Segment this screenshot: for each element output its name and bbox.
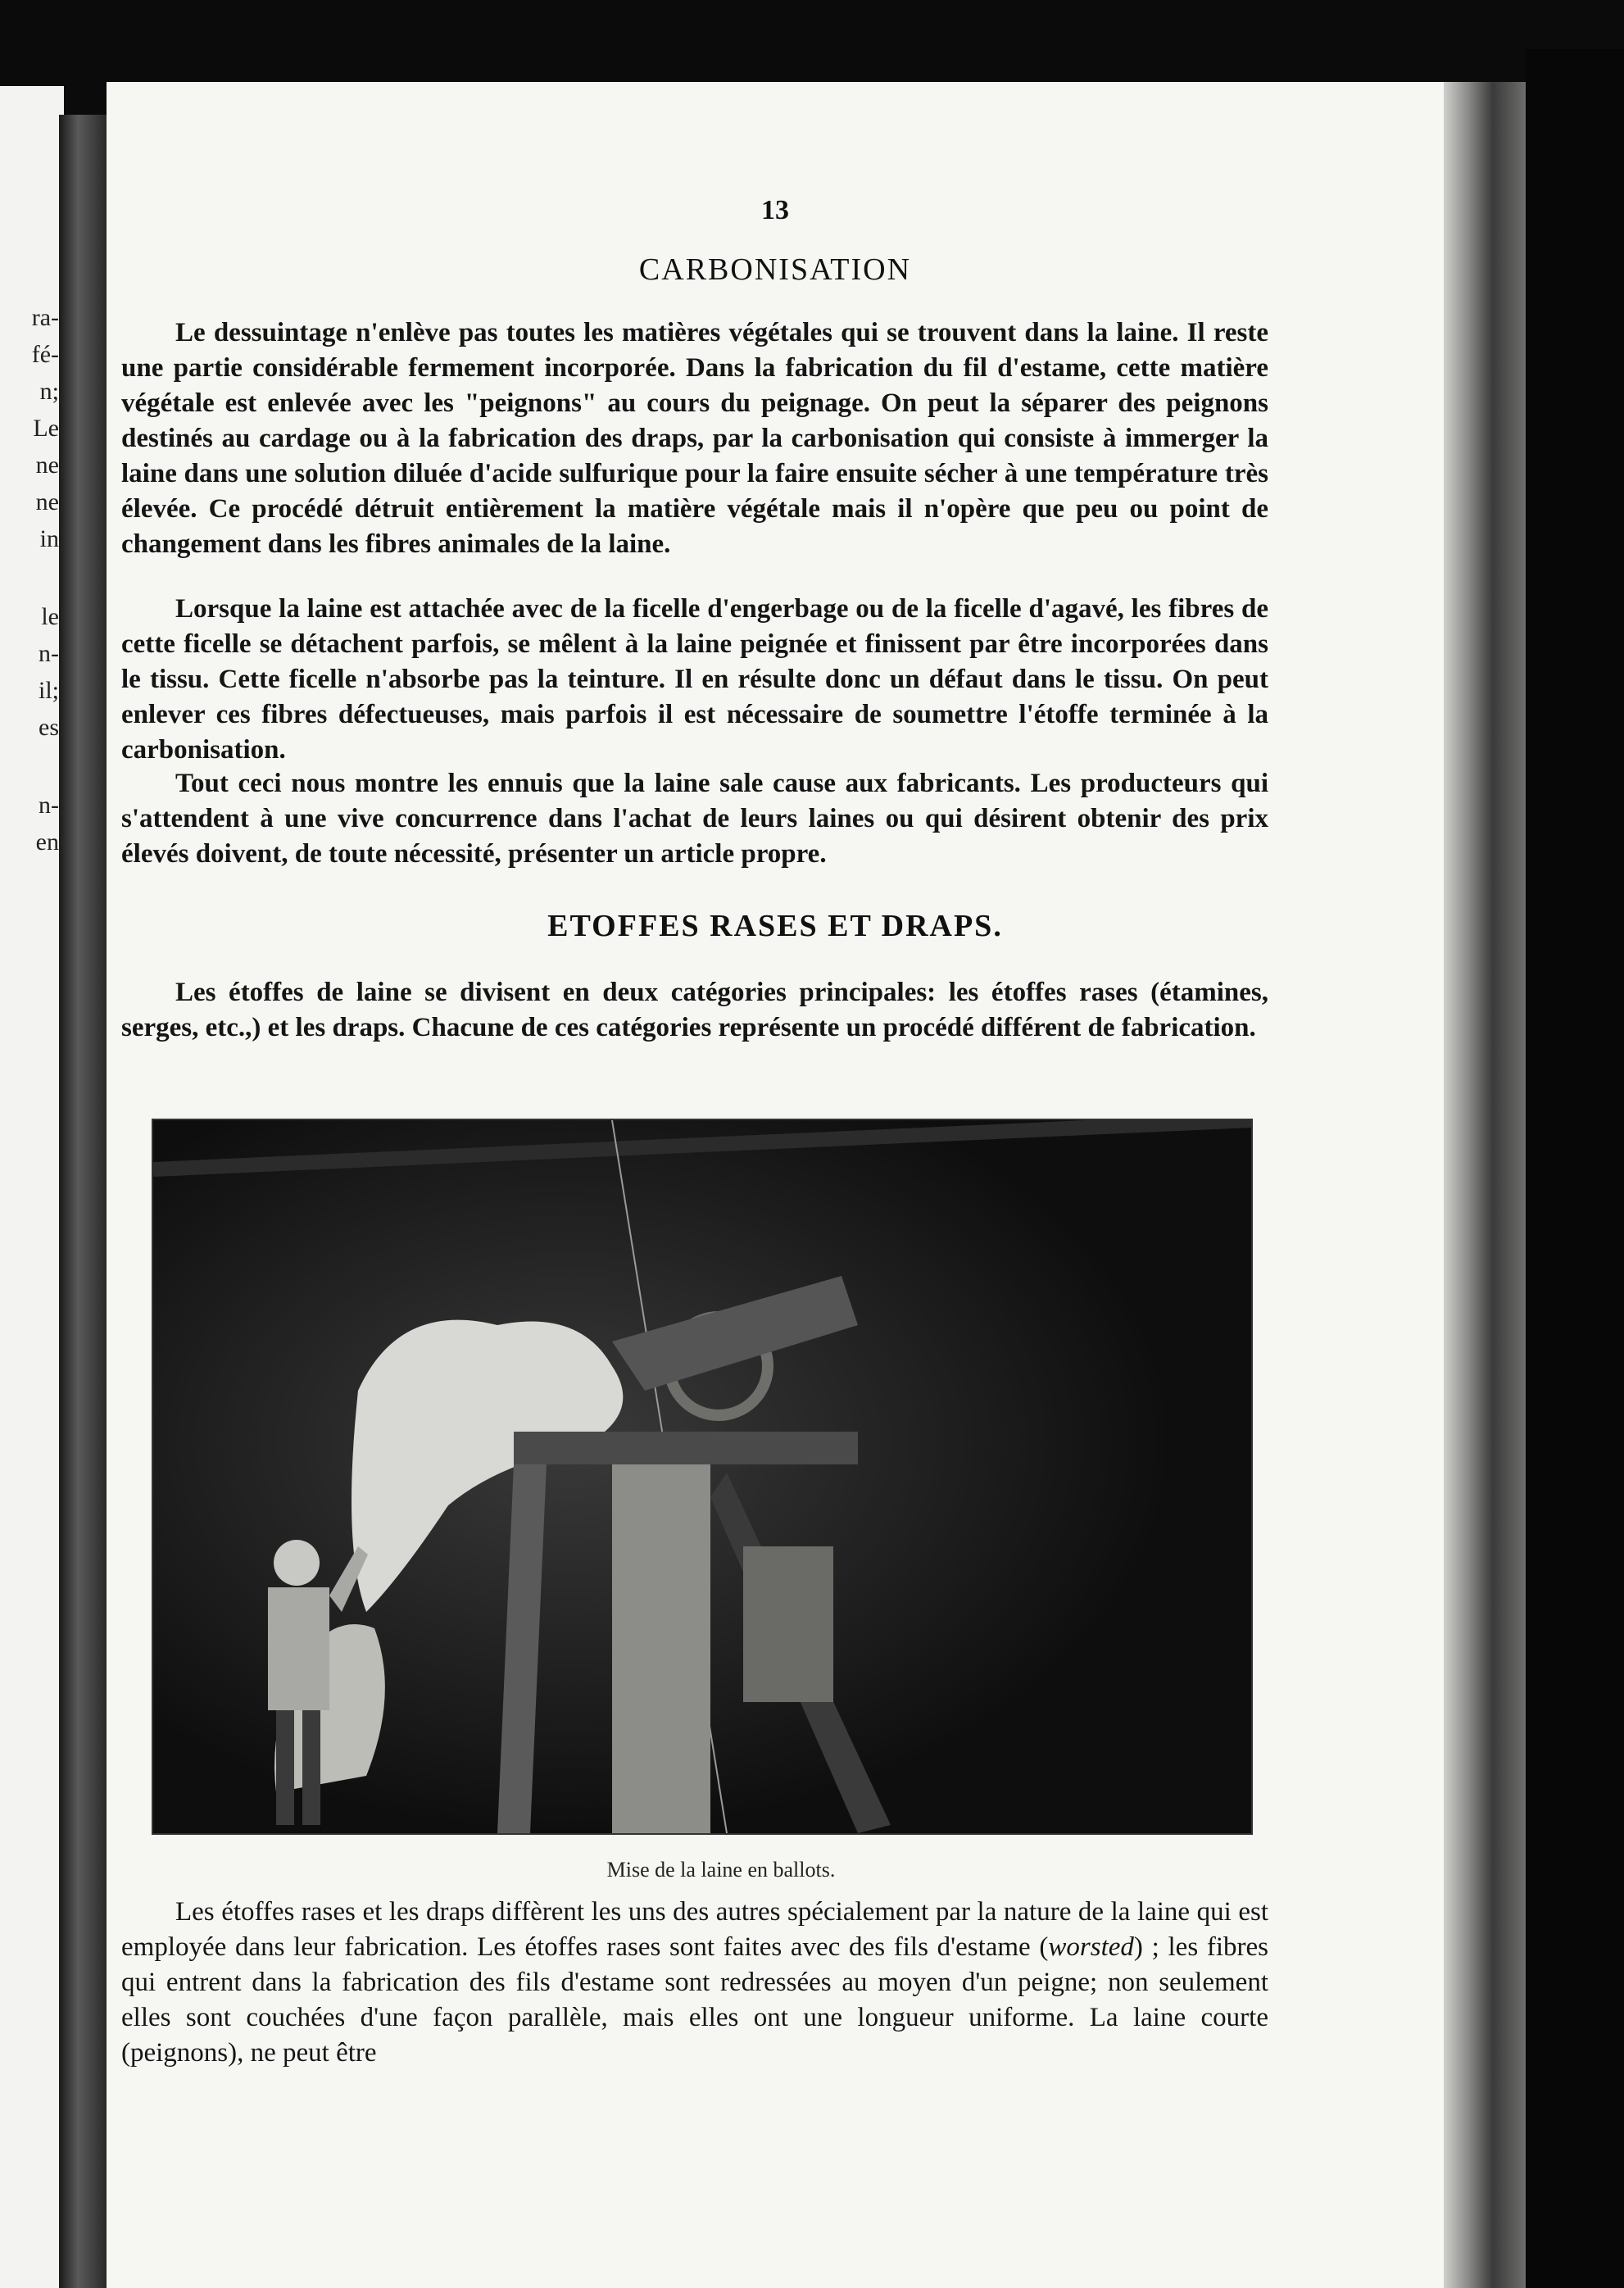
left-fragment: le xyxy=(41,603,59,630)
book-spine-shadow xyxy=(59,115,107,2288)
left-fragment: n- xyxy=(39,792,59,819)
photo-caption: Mise de la laine en ballots. xyxy=(606,1858,836,1882)
left-fragment: n- xyxy=(39,640,59,667)
left-fragment: es xyxy=(39,714,59,741)
left-fragment: Le xyxy=(33,415,59,442)
page-number: 13 xyxy=(761,195,789,225)
italic-term: worsted xyxy=(1048,1932,1134,1962)
photograph-wool-baling xyxy=(152,1119,1253,1835)
paragraph xyxy=(121,1895,1268,2071)
left-fragment: fé- xyxy=(31,341,59,368)
photo-illustration xyxy=(153,1120,1251,1833)
left-fragment: en xyxy=(35,828,59,856)
left-fragment: ne xyxy=(35,452,59,479)
left-fragment: ra- xyxy=(31,304,59,331)
left-fragment: il; xyxy=(38,677,59,704)
paragraph: Les étoffes de laine se divisent en deux catégories principales: les étoffes rases (étamines, serges, etc.,) et les draps. Chacune de ces catégories représente un procédé différent de fabrication. xyxy=(121,978,1268,1042)
section-title-etoffes: ETOFFES RASES ET DRAPS. xyxy=(547,909,1003,943)
paragraph-text-after: ) ; les fibres qui entrent dans la fabrication des fils d'estame sont redressées au moyen d'un peigne; non seulement elles sont couchées d'une façon parallèle, mais elles ont une longueur uniforme. La laine courte (peignons), ne peut être xyxy=(121,1932,1269,2068)
left-page-fragment xyxy=(0,86,64,2288)
paragraph: Le dessuintage n'enlève pas toutes les matières végétales qui se trouvent dans la laine. Il reste une partie considérable fermement incorporée. Dans la fabrication du fil d'estame, cette matière végétale est enlevée avec les "peignons" au cours du peignage. On peut la séparer des peignons destinés au cardage ou à la fabrication des draps, par la carbonisation qui consiste à immerger la laine dans une solution diluée d'acide sulfurique pour la faire ensuite sécher à une température très élevée. Ce procédé détruit entièrement la matière végétale mais il n'opère que peu ou point de changement dans les fibres animales de la laine. xyxy=(121,318,1268,559)
scan-background-right xyxy=(1526,49,1624,2288)
left-fragment: ne xyxy=(35,488,59,515)
left-fragment: n; xyxy=(39,378,59,405)
book-page xyxy=(107,82,1444,2288)
page-edge-binding xyxy=(1444,82,1526,2288)
left-page-text-fragments xyxy=(2,299,59,860)
paragraph: Lorsque la laine est attachée avec de la ficelle d'engerbage ou de la ficelle d'agavé, les fibres de cette ficelle se détachent parfois, se mêlent à la laine peignée et finissent par être incorporées dans le tissu. Cette ficelle n'absorbe pas la teinture. Il en résulte donc un défaut dans le tissu. On peut enlever ces fibres défectueuses, mais parfois il est nécessaire de soumettre l'étoffe terminée à la carbonisation. xyxy=(121,594,1268,765)
paragraph-text-before: Les étoffes rases et les draps diffèrent les uns des autres spécialement par la nature de la laine qui est employée dans leur fabrication. Les étoffes rases sont faites avec des fils d'estame ( xyxy=(121,1897,1268,1962)
paragraph: Tout ceci nous montre les ennuis que la laine sale cause aux fabricants. Les producteurs qui s'attendent à une vive concurrence dans l'achat de leurs laines ou qui désirent obtenir des prix élevés doivent, de toute nécessité, présenter un article propre. xyxy=(121,769,1268,869)
section-title-carbonisation: CARBONISATION xyxy=(638,252,912,287)
left-fragment: in xyxy=(39,525,59,552)
